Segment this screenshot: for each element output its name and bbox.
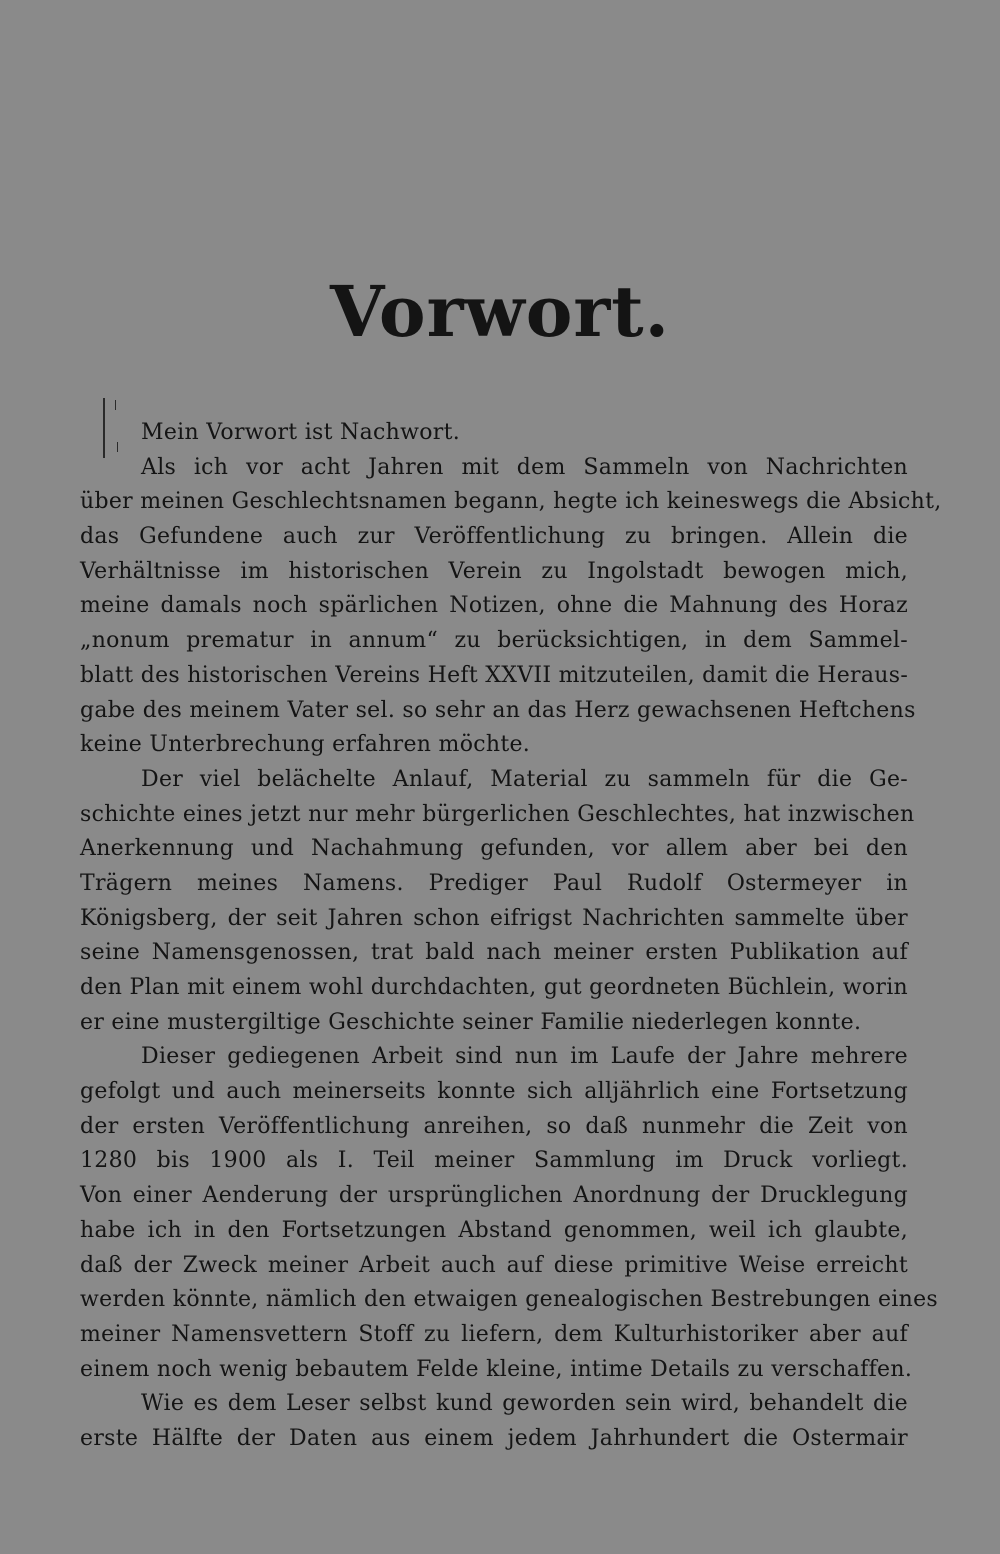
text-line: schichte eines jetzt nur mehr bürgerlichen Geschlechtes, hat inzwischen bbox=[80, 801, 915, 827]
text-line: seine Namensgenossen, trat bald nach meiner ersten Publikation auf bbox=[80, 940, 908, 966]
text-line: Wie es dem Leser selbst kund geworden sein wird, behandelt die bbox=[141, 1391, 908, 1417]
text-line: daß der Zweck meiner Arbeit auch auf diese primitive Weise erreicht bbox=[80, 1252, 908, 1278]
text-line: Trägern meines Namens. Prediger Paul Rudolf Ostermeyer in bbox=[80, 870, 908, 896]
preface-body bbox=[80, 416, 942, 1457]
text-line: das Gefundene auch zur Veröffentlichung zu bringen. Allein die bbox=[80, 524, 908, 550]
text-line: gefolgt und auch meinerseits konnte sich alljährlich eine Fortsetzung bbox=[80, 1079, 908, 1105]
text-line: erste Hälfte der Daten aus einem jedem Jahrhundert die Ostermair bbox=[80, 1425, 908, 1451]
text-line: der ersten Veröffentlichung anreihen, so daß nunmehr die Zeit von bbox=[80, 1113, 908, 1139]
text-line: den Plan mit einem wohl durchdachten, gut geordneten Büchlein, worin bbox=[80, 975, 908, 1000]
page-title: Vorwort. bbox=[330, 270, 670, 353]
text-line: Mein Vorwort ist Nachwort. bbox=[141, 420, 461, 445]
text-line: „nonum prematur in annum“ zu berücksichtigen, in dem Sammel- bbox=[80, 628, 908, 654]
text-line: keine Unterbrechung erfahren möchte. bbox=[80, 732, 531, 758]
text-line: 1280 bis 1900 als I. Teil meiner Sammlung im Druck vorliegt. bbox=[80, 1148, 908, 1174]
text-line: über meinen Geschlechtsnamen begann, hegte ich keineswegs die Absicht, bbox=[80, 489, 942, 515]
text-line: meine damals noch spärlichen Notizen, ohne die Mahnung des Horaz bbox=[80, 593, 908, 619]
text-line: Von einer Aenderung der ursprünglichen Anordnung der Drucklegung bbox=[80, 1183, 908, 1209]
text-line: Königsberg, der seit Jahren schon eifrigst Nachrichten sammelte über bbox=[80, 905, 908, 931]
text-line: Dieser gediegenen Arbeit sind nun im Laufe der Jahre mehrere bbox=[141, 1044, 908, 1070]
text-line: einem noch wenig bebautem Felde kleine, intime Details zu verschaffen. bbox=[80, 1356, 913, 1382]
text-line: blatt des historischen Vereins Heft XXVII mitzuteilen, damit die Heraus- bbox=[80, 662, 909, 688]
text-line: Verhältnisse im historischen Verein zu Ingolstadt bewogen mich, bbox=[80, 558, 908, 584]
text-line: gabe des meinem Vater sel. so sehr an das Herz gewachsenen Heftchens bbox=[80, 697, 916, 723]
text-line: er eine mustergiltige Geschichte seiner Familie niederlegen konnte. bbox=[80, 1009, 862, 1035]
text-line: werden könnte, nämlich den etwaigen genealogischen Bestrebungen eines bbox=[80, 1287, 939, 1313]
text-line: Der viel belächelte Anlauf, Material zu sammeln für die Ge- bbox=[141, 766, 908, 792]
text-line: Anerkennung und Nachahmung gefunden, vor allem aber bei den bbox=[80, 836, 908, 862]
text-line: habe ich in den Fortsetzungen Abstand genommen, weil ich glaubte, bbox=[80, 1217, 908, 1243]
text-line: meiner Namensvettern Stoff zu liefern, dem Kulturhistoriker aber auf bbox=[80, 1321, 908, 1347]
text-line: Als ich vor acht Jahren mit dem Sammeln von Nachrichten bbox=[141, 454, 908, 480]
